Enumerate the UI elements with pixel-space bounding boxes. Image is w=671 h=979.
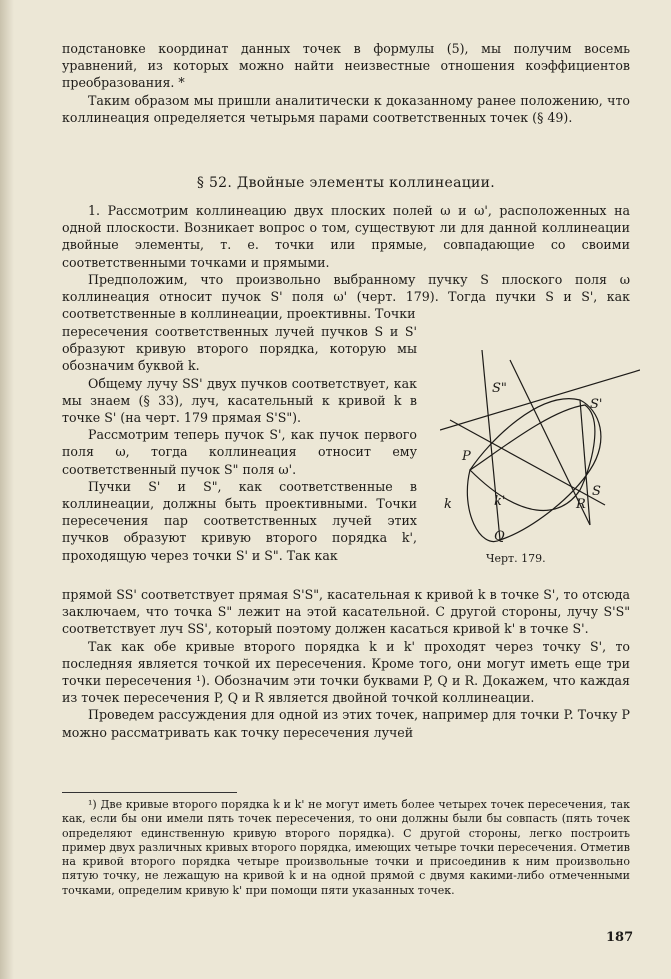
section-title: § 52. Двойные элементы коллинеации. (196, 175, 496, 191)
label-k: k (444, 497, 452, 512)
paragraph: Так как обе кривые второго порядка k и k' проходят через точку S', то последняя является точкой их пересечения. Кроме того, они могут иметь еще три точки пересечения ¹). Обозначим эти точки буквами P, Q и R. Докажем, что каждая из точек пересечения P, Q и R является двойной точкой коллинеации. (62, 638, 630, 706)
top-text-block (62, 40, 630, 126)
label-k-prime: k' (494, 494, 506, 509)
label-s: S (592, 484, 601, 499)
label-q: Q (494, 529, 505, 544)
label-r: R (576, 497, 586, 512)
figure-caption: Черт. 179. (486, 552, 546, 565)
label-s1: S' (590, 397, 603, 412)
paragraph: Пучки S' и S", как соответственные в коллинеации, должны быть проективными. Точки пересечения пар соответственных лучей этих пучков образуют кривую второго порядка k', проходящую через точки S' и S". Так как (62, 478, 417, 563)
line-through-s2 (482, 350, 500, 540)
figure-179 (440, 350, 640, 580)
paragraph: Рассмотрим теперь пучок S', как пучок первого поля ω, тогда коллинеация относит ему соответственный пучок S" поля ω'. (62, 427, 417, 477)
line-ss1 (450, 420, 605, 505)
paragraph: Проведем рассуждения для одной из этих точек, например для точки P. Точку P можно рассматривать как точку пересечения лучей (62, 707, 630, 740)
label-s2: S" (492, 381, 507, 396)
body-text-narrow (62, 323, 417, 564)
curve-k (467, 399, 601, 542)
footnote-text: ¹) Две кривые второго порядка k и k' не могут иметь более четырех точек пересечения, так как, если бы они имели пять точек пересечения, то они должны были бы совпасть (пять точек определяют единственную кривую второго порядка). С другой стороны, легко построить пример двух различных кривых второго порядка, имеющих четыре точки пересечения. Отметив на кривой второго порядка четыре произвольные точки и присоединив к ним произвольно пятую точку, не лежащую на кривой k и на одной прямой с двумя какими-либо отмеченными точками, определим кривую k' при помощи пяти указанных точек. (62, 798, 630, 897)
footnote-divider (62, 792, 237, 793)
page-number: 187 (606, 930, 634, 945)
footnote (62, 798, 630, 898)
page-binding-shadow (0, 0, 14, 979)
paragraph: пересечения соответственных лучей пучков S и S' образуют кривую второго порядка, которую мы обозначим буквой k. (62, 324, 417, 374)
paragraph: Предположим, что произвольно выбранному пучку S плоского поля ω коллинеация относит пучок S' поля ω' (черт. 179). Тогда пучки S и S', как соответственные в коллинеации, проективны. Точки (62, 271, 630, 322)
paragraph: подстановке координат данных точек в формулы (5), мы получим восемь уравнений, из которых можно найти неизвестные отношения коэффициентов преобразования. * (62, 41, 630, 91)
body-text-after (62, 586, 630, 741)
paragraph: Общему лучу SS' двух пучков соответствует, как мы знаем (§ 33), луч, касательный к кривой k в точке S' (на черт. 179 прямая S'S"). (62, 375, 417, 426)
paragraph: прямой SS' соответствует прямая S'S", касательная к кривой k в точке S', то отсюда заключаем, что точка S" лежит на этой касательной. С другой стороны, лучу S'S" соответствует луч SS', который поэтому должен касаться кривой k' в точке S'. (62, 587, 630, 637)
body-text-full (62, 202, 630, 322)
paragraph: Таким образом мы пришли аналитически к доказанному ранее положению, что коллинеация определяется четырьмя парами соответственных точек (§ 49). (62, 92, 630, 125)
label-p: P (462, 449, 471, 464)
paragraph: 1. Рассмотрим коллинеацию двух плоских полей ω и ω', расположенных на одной плоскости. Возникает вопрос о том, существуют ли для данной коллинеации двойные элементы, т. е. точки или прямые, совпадающие со своими соответственными точками и прямыми. (62, 203, 630, 270)
